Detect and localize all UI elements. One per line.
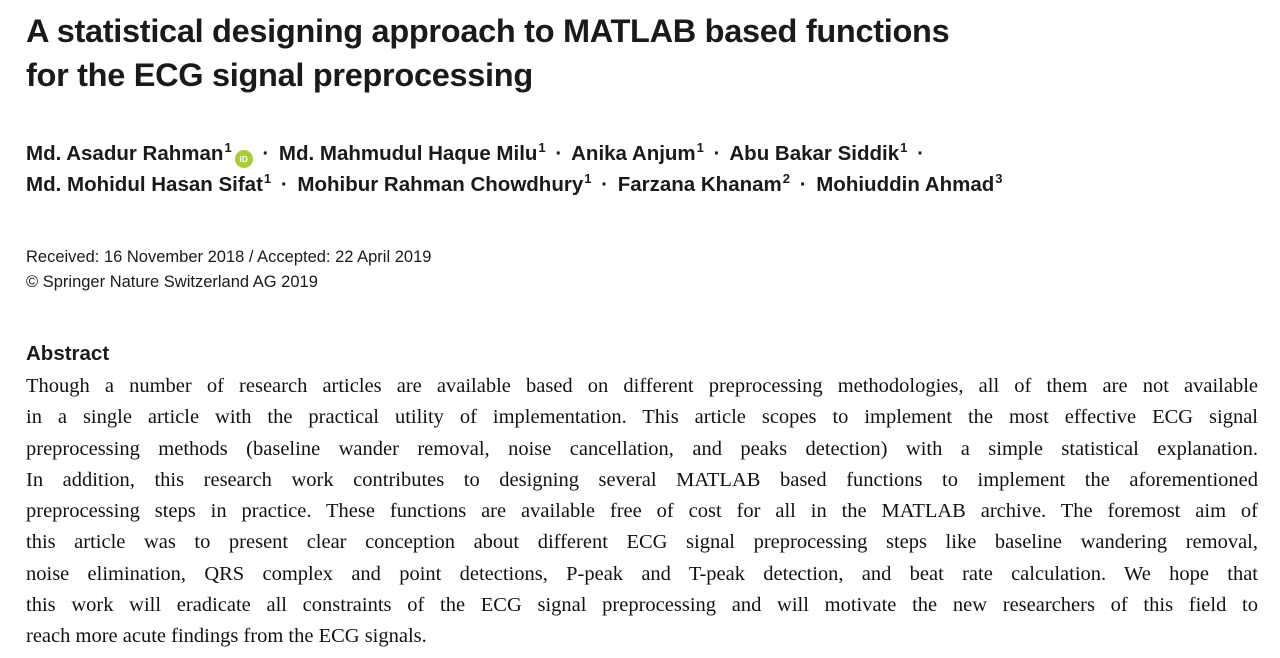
author-name: Md. Mahmudul Haque Milu bbox=[278, 142, 538, 165]
abstract-line: this work will eradicate all constraints of the ECG signal preprocessing and will motivate the new researchers of this field to bbox=[26, 594, 1258, 617]
paper-title-line-2: for the ECG signal preprocessing bbox=[26, 57, 533, 93]
copyright-notice: © Springer Nature Switzerland AG 2019 bbox=[26, 273, 318, 291]
affiliation-marker: 1 bbox=[696, 140, 704, 155]
paper-title bbox=[26, 9, 1226, 97]
author-separator: · bbox=[601, 173, 608, 196]
author-separator: · bbox=[799, 173, 807, 196]
author-separator: · bbox=[555, 142, 563, 165]
author-6 bbox=[297, 173, 591, 196]
abstract-line: preprocessing steps in practice. These functions are available free of cost for all in the MATLAB archive. The foremost aim of bbox=[26, 500, 1258, 523]
author-8 bbox=[816, 173, 1002, 196]
author-name: Farzana Khanam bbox=[617, 173, 782, 196]
abstract-line: this article was to present clear conception about different ECG signal preprocessing steps like baseline wandering removal, bbox=[26, 531, 1258, 554]
author-list bbox=[26, 138, 1258, 200]
author-name: Anika Anjum bbox=[571, 142, 696, 165]
paper-title-line-1: A statistical designing approach to MATLAB based functions bbox=[26, 13, 950, 49]
received-accepted-dates: Received: 16 November 2018 / Accepted: 22 April 2019 bbox=[26, 248, 432, 266]
author-name: Md. Asadur Rahman bbox=[26, 142, 224, 165]
author-name: Abu Bakar Siddik bbox=[729, 142, 900, 165]
affiliation-marker: 1 bbox=[584, 171, 592, 186]
author-separator: · bbox=[262, 142, 270, 165]
author-separator: · bbox=[713, 142, 721, 165]
orcid-icon[interactable]: iD bbox=[235, 150, 253, 168]
author-name: Mohibur Rahman Chowdhury bbox=[297, 173, 584, 196]
author-4 bbox=[729, 142, 907, 165]
abstract-line: In addition, this research work contributes to designing several MATLAB based functions to implement the aforementioned bbox=[26, 468, 1258, 491]
author-line-2 bbox=[26, 169, 1258, 200]
author-3 bbox=[571, 142, 704, 165]
abstract-line: preprocessing methods (baseline wander removal, noise cancellation, and peaks detection) with a simple statistical explanation. bbox=[26, 437, 1258, 460]
publication-dates bbox=[26, 245, 431, 295]
abstract-line: reach more acute findings from the ECG signals. bbox=[26, 625, 427, 648]
abstract-line: in a single article with the practical utility of implementation. This article scopes to implement the most effective ECG signal bbox=[26, 406, 1258, 429]
affiliation-marker: 1 bbox=[224, 140, 232, 155]
affiliation-marker: 3 bbox=[995, 171, 1003, 186]
affiliation-marker: 2 bbox=[782, 171, 790, 186]
author-7 bbox=[618, 173, 790, 196]
affiliation-marker: 1 bbox=[900, 140, 908, 155]
author-separator: · bbox=[917, 142, 924, 165]
author-separator: · bbox=[280, 173, 288, 196]
abstract-heading: Abstract bbox=[26, 342, 110, 365]
abstract-body bbox=[26, 371, 1258, 653]
author-1 bbox=[26, 142, 232, 165]
abstract-line: Though a number of research articles are available based on different preprocessing methodologies, all of them are not available bbox=[26, 375, 1258, 397]
author-line-1 bbox=[26, 138, 1258, 169]
author-2 bbox=[279, 142, 546, 165]
author-name: Mohiuddin Ahmad bbox=[816, 173, 995, 196]
affiliation-marker: 1 bbox=[263, 171, 272, 186]
affiliation-marker: 1 bbox=[538, 140, 546, 155]
author-5 bbox=[26, 173, 271, 196]
author-name: Md. Mohidul Hasan Sifat bbox=[26, 173, 263, 196]
abstract-line: noise elimination, QRS complex and point detections, P-peak and T-peak detection, and beat rate calculation. We hope that bbox=[26, 562, 1258, 585]
